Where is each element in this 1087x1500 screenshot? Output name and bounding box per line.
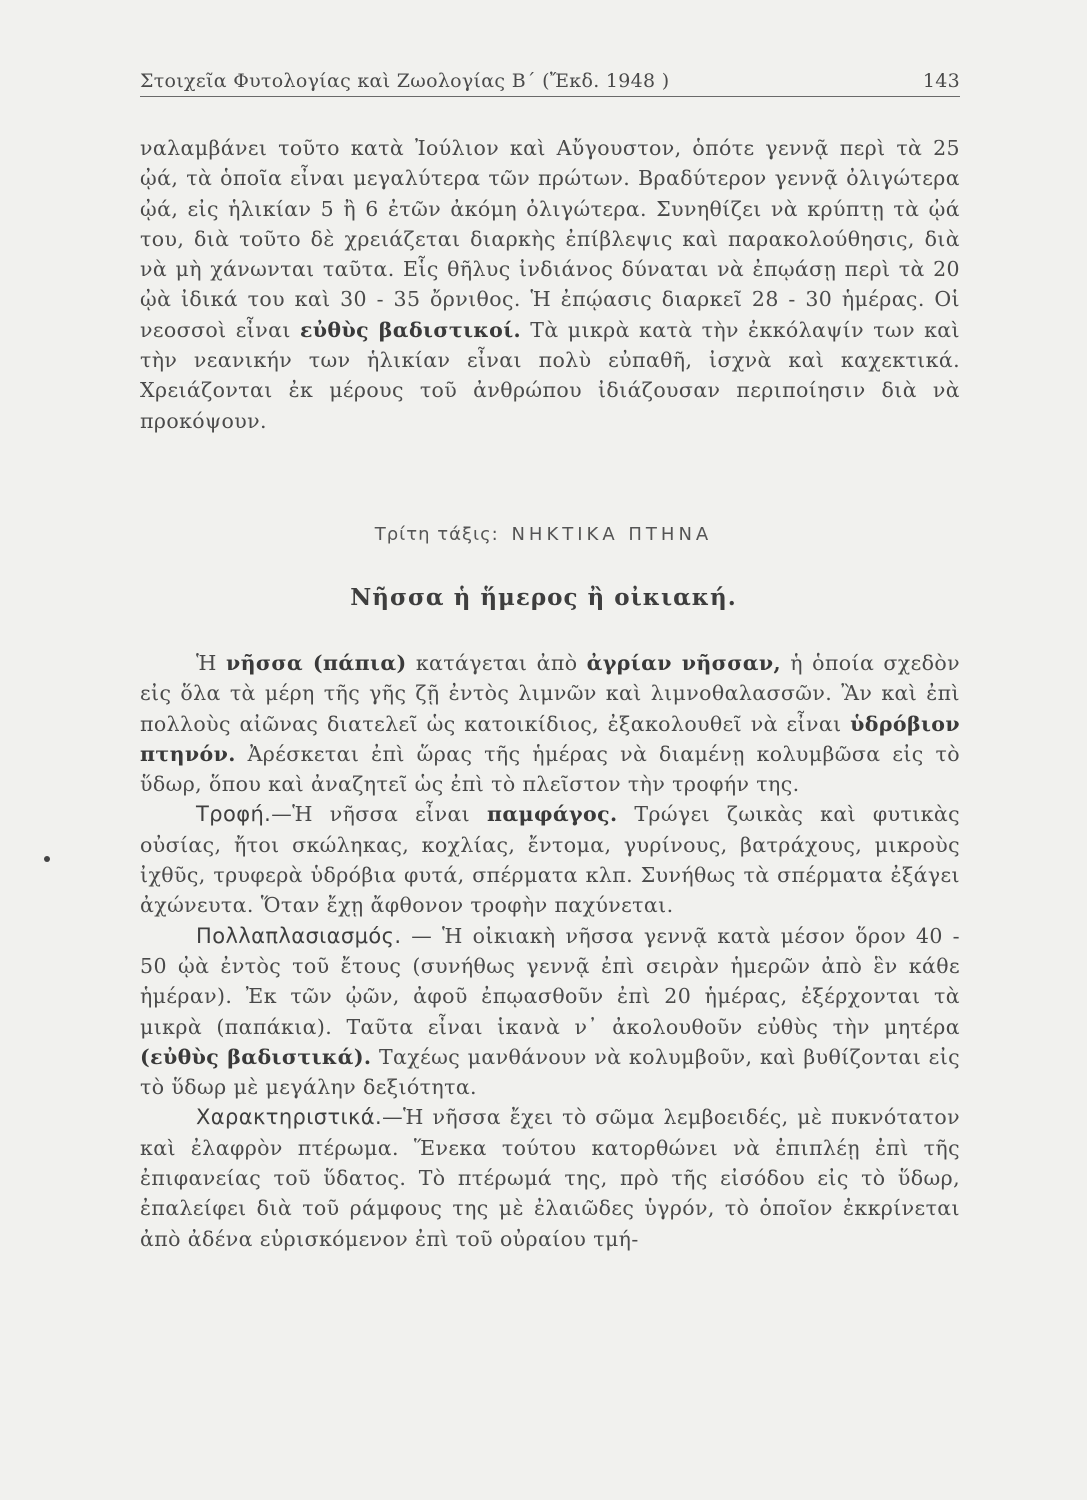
running-title: Στοιχεῖα Φυτολογίας καὶ Ζωολογίας Β΄ (Ἔκδ. 1948 ): [140, 70, 670, 92]
species-body: [140, 648, 960, 1254]
intro-text: ναλαμβάνει τοῦτο κατὰ Ἰούλιον καὶ Αὔγουστον, ὁπότε γεννᾷ περὶ τὰ 25 ᾠά, τὰ ὁποῖα εἶναι μεγαλύτερα τῶν πρώτων. Βραδύτερον γεννᾷ ὀλιγώτερα ᾠά, εἰς ἡλικίαν 5 ἢ 6 ἐτῶν ἀκόμη ὀλιγώτερα. Συνηθίζει νὰ κρύπτῃ τὰ ᾠά του, διὰ τοῦτο δὲ χρειάζεται διαρκὴς ἐπίβλεψις καὶ παρακολούθησις, διὰ νὰ μὴ χάνωνται ταῦτα. Εἷς θῆλυς ἰνδιάνος δύναται νὰ ἐπῳάσῃ περὶ τὰ 20 ᾠὰ ἰδικά του καὶ 30 - 35 ὄρνιθος. Ἡ ἐπῴασις διαρκεῖ 28 - 30 ἡμέρας. Οἱ νεοσσοὶ εἶναι: [140, 136, 960, 342]
paragraph-food: [140, 799, 960, 920]
section-heading: [0, 524, 1087, 545]
text: —Ἡ νῆσσα εἶναι: [271, 802, 487, 827]
paragraph-characteristics: [140, 1102, 960, 1253]
text: ἡ ὁποία σχεδὸν εἰς ὅλα τὰ μέρη τῆς γῆς ζῇ ἐντὸς λιμνῶν καὶ λιμνοθαλασσῶν. Ἂν καὶ ἐπὶ πολλοὺς αἰῶνας διατελεῖ ὡς κατοικίδιος, ἐξακολουθεῖ νὰ εἶναι: [140, 651, 960, 736]
text: Ἡ: [196, 651, 226, 675]
intro-paragraph: [140, 133, 960, 436]
intro-text-end: Τὰ μικρὰ κατὰ τὴν ἐκκόλαψίν των καὶ τὴν νεανικήν των ἡλικίαν εἶναι πολὺ εὐπαθῆ, ἰσχνὰ καὶ καχεκτικά. Χρειάζονται ἐκ μέρους τοῦ ἀνθρώπου ἰδιάζουσαν περιποίησιν διὰ νὰ προκόψουν.: [140, 317, 960, 433]
species-title: Νῆσσα ἡ ἥμερος ἢ οἰκιακή.: [350, 584, 737, 611]
paragraph-reproduction: [140, 921, 960, 1103]
text: —Ἡ νῆσσα ἔχει τὸ σῶμα λεμβοειδές, μὲ πυκνότατον καὶ ἐλαφρὸν πτέρωμα. Ἕνεκα τούτου κατορθώνει νὰ ἐπιπλέῃ ἐπὶ τῆς ἐπιφανείας τοῦ ὕδατος. Τὸ πτέρωμά της, πρὸ τῆς εἰσόδου εἰς τὸ ὕδωρ, ἐπαλείφει διὰ τοῦ ράμφους της μὲ ἐλαιῶδες ὑγρόν, τὸ ὁποῖον ἐκκρίνεται ἀπὸ ἀδένα εὑρισκόμενον ἐπὶ τοῦ οὐραίου τμή-: [140, 1105, 960, 1251]
bold-term: παμφάγος.: [486, 802, 618, 827]
text: κατάγεται ἀπὸ: [406, 651, 587, 675]
bold-term: ἀγρίαν νῆσσαν,: [586, 651, 782, 675]
intro-bold-term: εὐθὺς βαδιστικοί.: [299, 317, 522, 342]
text: Τρώγει ζωικὰς καὶ φυτικὰς οὐσίας, ἤτοι σκώληκας, κοχλίας, ἔντομα, γυρίνους, βατράχους, μικροὺς ἰχθῦς, τρυφερὰ ὑδρόβια φυτά, σπέρματα κλπ. Συνήθως τὰ σπέρματα ἐξάγει ἀχώνευτα. Ὅταν ἔχῃ ἄφθονον τροφὴν παχύνεται.: [140, 802, 960, 918]
section-label: Τρίτη τάξις:: [374, 524, 499, 545]
subheading-reproduction: Πολλαπλασιασμός.: [196, 923, 402, 948]
text: — Ἡ οἰκιακὴ νῆσσα γεννᾷ κατὰ μέσον ὅρον 40 - 50 ᾠὰ ἐντὸς τοῦ ἔτους (συνήθως γεννᾷ ἐπὶ σειρὰν ἡμερῶν ἀπὸ ἓν κάθε ἡμέραν). Ἐκ τῶν ᾠῶν, ἀφοῦ ἐπῳασθοῦν ἐπὶ 20 ἡμέρας, ἐξέρχονται τὰ μικρὰ (παπάκια). Ταῦτα εἶναι ἱκανὰ ν᾽ ἀκολουθοῦν εὐθὺς τὴν μητέρα: [140, 923, 960, 1039]
bold-term: νῆσσα (πάπια): [225, 651, 407, 675]
subheading-characteristics: Χαρακτηριστικά.: [196, 1105, 383, 1130]
subheading-food: Τροφή.: [196, 802, 272, 827]
text: Ταχέως μανθάνουν νὰ κολυμβοῦν, καὶ βυθίζονται εἰς τὸ ὕδωρ μὲ μεγάλην δεξιότητα.: [140, 1044, 961, 1100]
bold-term: ὑδρόβιον πτηνόν.: [140, 711, 960, 766]
text: Ἀρέσκεται ἐπὶ ὥρας τῆς ἡμέρας νὰ διαμένῃ κολυμβῶσα εἰς τὸ ὕδωρ, ὅπου καὶ ἀναζητεῖ ὡς ἐπὶ τὸ πλεῖστον τὴν τροφήν της.: [140, 741, 960, 797]
margin-dot: [44, 856, 50, 862]
paragraph-origin: [140, 648, 960, 799]
running-header: [140, 66, 960, 97]
page-number: 143: [922, 70, 960, 92]
bold-term: (εὐθὺς βαδιστικά).: [140, 1044, 372, 1069]
section-name: ΝΗΚΤΙΚΑ ΠΤΗΝΑ: [511, 524, 713, 545]
